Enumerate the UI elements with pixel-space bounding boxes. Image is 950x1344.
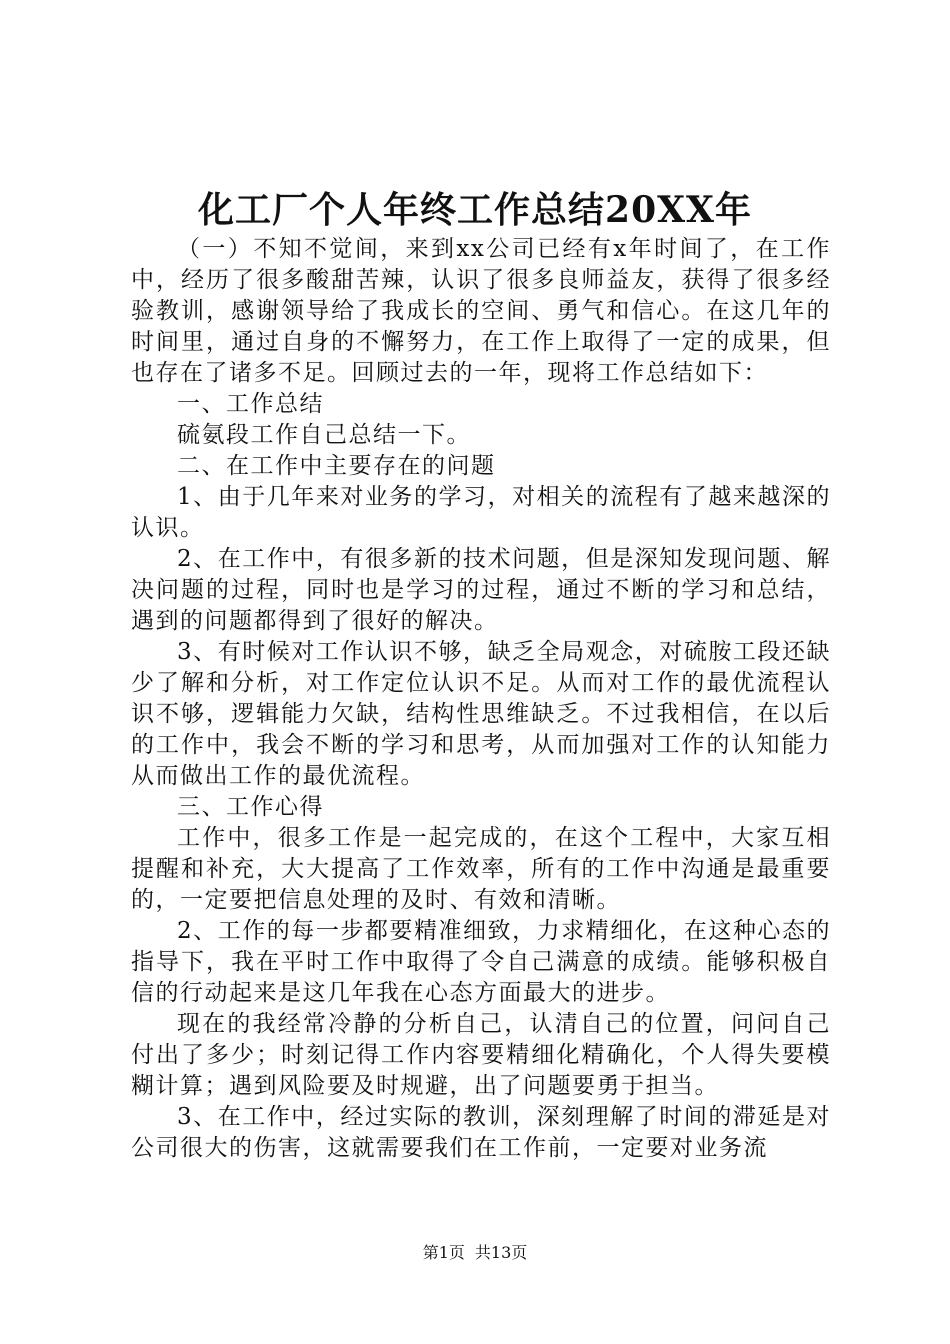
paragraph-insight-3: 3、在工作中，经过实际的教训，深刻理解了时间的滞延是对公司很大的伤害，这就需要我们在工作前，一定要对业务流 (131, 1104, 831, 1161)
paragraph-summary: 硫氨段工作自己总结一下。 (177, 422, 471, 448)
paragraph-problem-1: 1、由于几年来对业务的学习，对相关的流程有了越来越深的认识。 (131, 484, 831, 541)
document-title: 化工厂个人年终工作总结20XX年 (198, 189, 752, 231)
section-heading-problems: 二、在工作中主要存在的问题 (177, 453, 496, 479)
document-body (131, 234, 831, 1164)
paragraph-intro: （一）不知不觉间，来到xx公司已经有x年时间了，在工作中，经历了很多酸甜苦辣，认识了很多良师益友，获得了很多经验教训，感谢领导给了我成长的空间、勇气和信心。在这几年的时间里，通过自身的不懈努力，在工作上取得了一定的成果，但也存在了诸多不足。回顾过去的一年，现将工作总结如下： (131, 236, 831, 386)
paragraph-insight-2: 2、工作的每一步都要精准细致，力求精细化，在这种心态的指导下，我在平时工作中取得了令自己满意的成绩。能够积极自信的行动起来是这几年我在心态方面最大的进步。 (131, 918, 831, 1006)
paragraph-problem-2: 2、在工作中，有很多新的技术问题，但是深知发现问题、解决问题的过程，同时也是学习的过程，通过不断的学习和总结，遇到的问题都得到了很好的解决。 (131, 546, 831, 634)
page-footer (0, 1242, 950, 1264)
section-heading-summary: 一、工作总结 (177, 391, 324, 417)
page-number: 第1页 (422, 1243, 465, 1262)
section-heading-insights: 三、工作心得 (177, 794, 324, 820)
paragraph-insight-1: 工作中，很多工作是一起完成的，在这个工程中，大家互相提醒和补充，大大提高了工作效率，所有的工作中沟通是最重要的，一定要把信息处理的及时、有效和清晰。 (131, 825, 831, 913)
paragraph-insight-reflection: 现在的我经常冷静的分析自己，认清自己的位置，问问自己付出了多少；时刻记得工作内容要精细化精确化，个人得失要模糊计算；遇到风险要及时规避，出了问题要勇于担当。 (131, 1011, 831, 1099)
paragraph-problem-3: 3、有时候对工作认识不够，缺乏全局观念，对硫胺工段还缺少了解和分析，对工作定位认识不足。从而对工作的最优流程认识不够，逻辑能力欠缺，结构性思维缺乏。不过我相信，在以后的工作中，我会不断的学习和思考，从而加强对工作的认知能力从而做出工作的最优流程。 (131, 639, 831, 789)
page-total: 共13页 (474, 1243, 528, 1262)
